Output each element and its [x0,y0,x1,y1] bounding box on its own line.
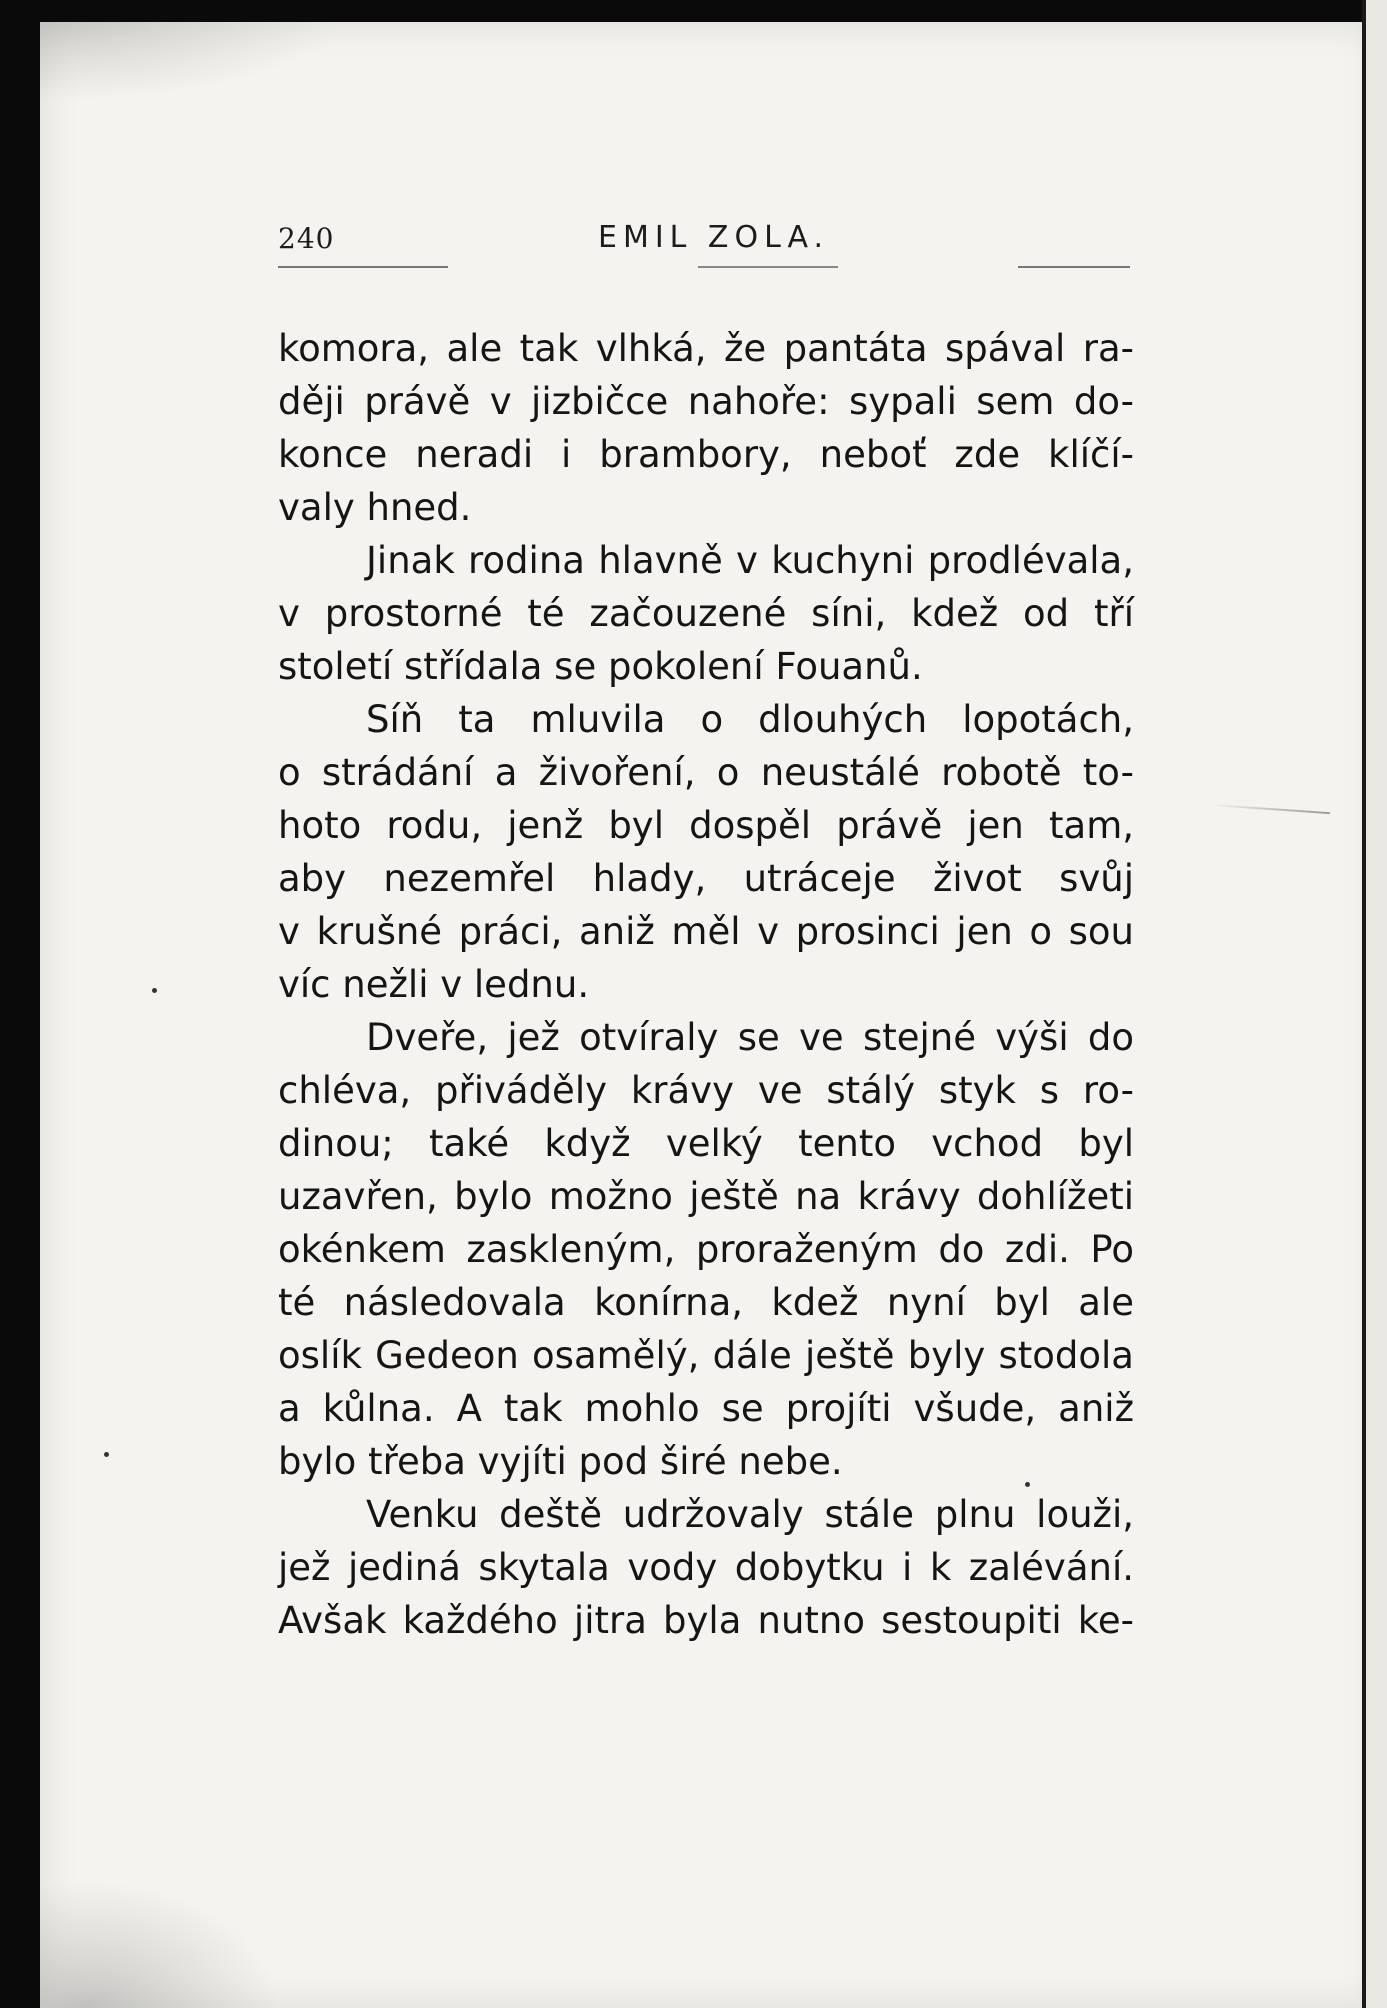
text-line: Jinak rodina hlavně v kuchyni prodlévala, [366,539,1134,582]
text-line: uzavřen, bylo možno ještě na krávy dohlížeti [278,1175,1134,1218]
page-number: 240 [278,222,335,255]
text-line: komora, ale tak vlhká, že pantáta spával ra- [278,327,1134,370]
running-title: EMIL ZOLA. [598,220,830,255]
text-line: v krušné práci, aniž měl v prosinci jen o sou [278,910,1134,953]
text-line: jež jediná skytala vody dobytku i k zalévání. [278,1546,1134,1589]
ink-speck [104,1452,109,1457]
text-line: Dveře, jež otvíraly se ve stejné výši do [366,1016,1134,1059]
paragraph [278,322,1134,534]
text-line: bylo třeba vyjíti pod širé nebe. [278,1440,843,1483]
text-line: víc nežli v lednu. [278,963,590,1006]
text-line: chléva, přiváděly krávy ve stálý styk s ro- [278,1069,1134,1112]
text-line: ději právě v jizbičce nahoře: sypali sem do- [278,380,1134,423]
body-text [278,322,1134,1647]
paragraph [278,534,1134,693]
text-line: konce neradi i brambory, neboť zde klíčí- [278,433,1134,476]
text-line: a kůlna. A tak mohlo se projíti všude, aniž [278,1387,1134,1430]
text-line: valy hned. [278,486,472,529]
paragraph [278,1011,1134,1488]
text-line: Avšak každého jitra byla nutno sestoupiti ke- [278,1599,1134,1642]
text-line: aby nezemřel hlady, utráceje život svůj [278,857,1134,900]
paragraph [278,693,1134,1011]
page-header [278,218,1130,268]
paper-stain-top [40,22,340,102]
text-line: Síň ta mluvila o dlouhých lopotách, [366,698,1134,741]
paper-stain-bottom [40,1880,280,2008]
paragraph [278,1488,1134,1647]
text-line: hoto rodu, jenž byl dospěl právě jen tam, [278,804,1134,847]
text-line: okénkem zaskleným, proraženým do zdi. Po [278,1228,1134,1271]
ink-speck [152,988,157,993]
header-rule [278,266,1130,268]
text-line: dinou; také když velký tento vchod byl [278,1122,1134,1165]
page-edge-strip [1362,0,1387,2008]
text-line: o strádání a živoření, o neustálé robotě to- [278,751,1134,794]
text-line: Venku deště udržovaly stále plnu louži, [366,1493,1134,1536]
text-line: té následovala konírna, kdež nyní byl ale [278,1281,1134,1324]
text-line: v prostorné té začouzené síni, kdež od tří [278,592,1134,635]
text-line: oslík Gedeon osamělý, dále ještě byly stodola [278,1334,1134,1377]
text-line: století střídala se pokolení Fouanů. [278,645,923,688]
